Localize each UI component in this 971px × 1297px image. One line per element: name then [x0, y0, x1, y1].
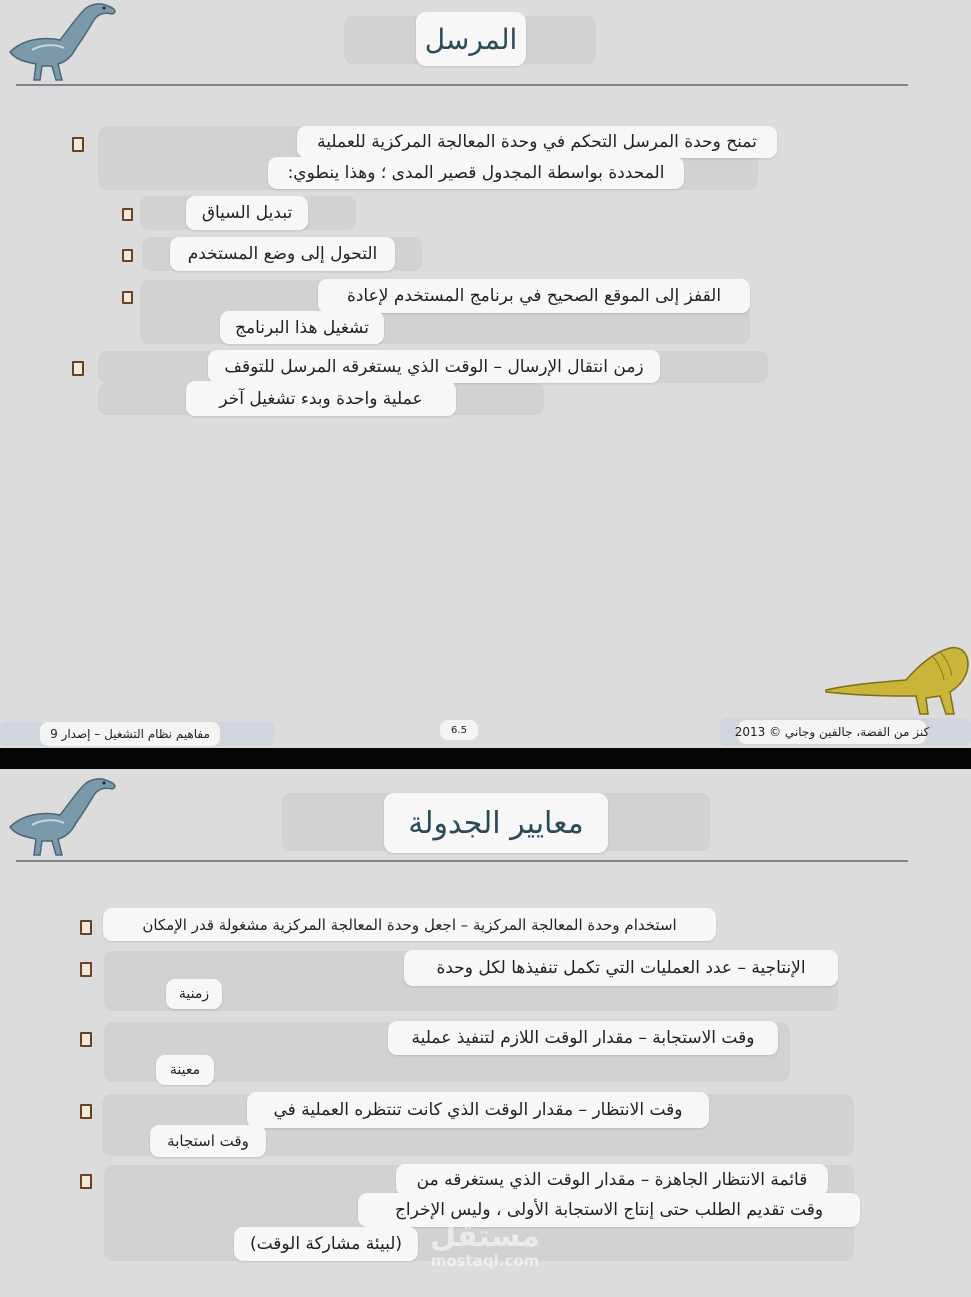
bullet-text: عملية واحدة وبدء تشغيل آخر [186, 381, 456, 416]
criterion-text: وقت استجابة [150, 1125, 266, 1157]
sub-bullet-marker [122, 208, 133, 221]
bullet-marker [80, 962, 92, 977]
slide-scheduling-criteria [0, 769, 971, 1297]
page-title: معايير الجدولة [384, 793, 608, 853]
bullet-marker [80, 1174, 92, 1189]
criterion-text: وقت الانتظار – مقدار الوقت الذي كانت تنتظره العملية في [247, 1092, 709, 1128]
criterion-text: قائمة الانتظار الجاهزة – مقدار الوقت الذي يستغرقه من [396, 1164, 828, 1196]
criterion-text: (لبيئة مشاركة الوقت) [234, 1227, 418, 1261]
bullet-marker [72, 137, 84, 152]
dinosaur-decoration-icon [822, 640, 971, 720]
bullet-text: تمنح وحدة المرسل التحكم في وحدة المعالجة المركزية للعملية [297, 126, 777, 158]
bullet-marker [80, 1032, 92, 1047]
watermark-brand: مستقل [430, 1219, 540, 1254]
criterion-text: زمنية [166, 979, 222, 1009]
title-divider [16, 860, 908, 862]
bullet-text: زمن انتقال الإرسال – الوقت الذي يستغرقه المرسل للتوقف [208, 350, 660, 383]
bullet-marker [80, 920, 92, 935]
title-divider [16, 84, 908, 86]
criterion-text: وقت تقديم الطلب حتى إنتاج الاستجابة الأولى ، وليس الإخراج [358, 1193, 860, 1227]
sub-bullet-text: تبديل السياق [186, 196, 308, 230]
bullet-marker [72, 361, 84, 376]
sub-bullet-text: القفز إلى الموقع الصحيح في برنامج المستخدم لإعادة [318, 279, 750, 313]
page-number: 6.5 [440, 720, 478, 740]
dinosaur-logo-icon [2, 0, 120, 84]
bullet-text: المحددة بواسطة المجدول قصير المدى ؛ وهذا ينطوي: [268, 157, 684, 189]
sub-bullet-text: التحول إلى وضع المستخدم [170, 237, 395, 271]
criterion-text: استخدام وحدة المعالجة المركزية – اجعل وحدة المعالجة المركزية مشغولة قدر الإمكان [103, 908, 716, 941]
sub-bullet-marker [122, 249, 133, 262]
criterion-text: معينة [156, 1055, 214, 1085]
sub-bullet-marker [122, 291, 133, 304]
footer-book-title: مفاهيم نظام التشغيل – إصدار 9 [40, 722, 220, 746]
watermark-domain: mostaql.com [430, 1252, 540, 1270]
bullet-marker [80, 1104, 92, 1119]
page-title: المرسل [416, 12, 526, 66]
sub-bullet-text: تشغيل هذا البرنامج [220, 311, 384, 344]
slide-separator [0, 748, 971, 769]
dinosaur-logo-icon [2, 775, 120, 859]
mostaql-watermark [420, 1221, 550, 1269]
criterion-text: وقت الاستجابة – مقدار الوقت اللازم لتنفيذ عملية [388, 1021, 778, 1055]
footer-copyright: كنز من الفضة، جالفين وجاني © 2013 [738, 720, 926, 744]
criterion-text: الإنتاجية – عدد العمليات التي تكمل تنفيذها لكل وحدة [404, 950, 838, 986]
